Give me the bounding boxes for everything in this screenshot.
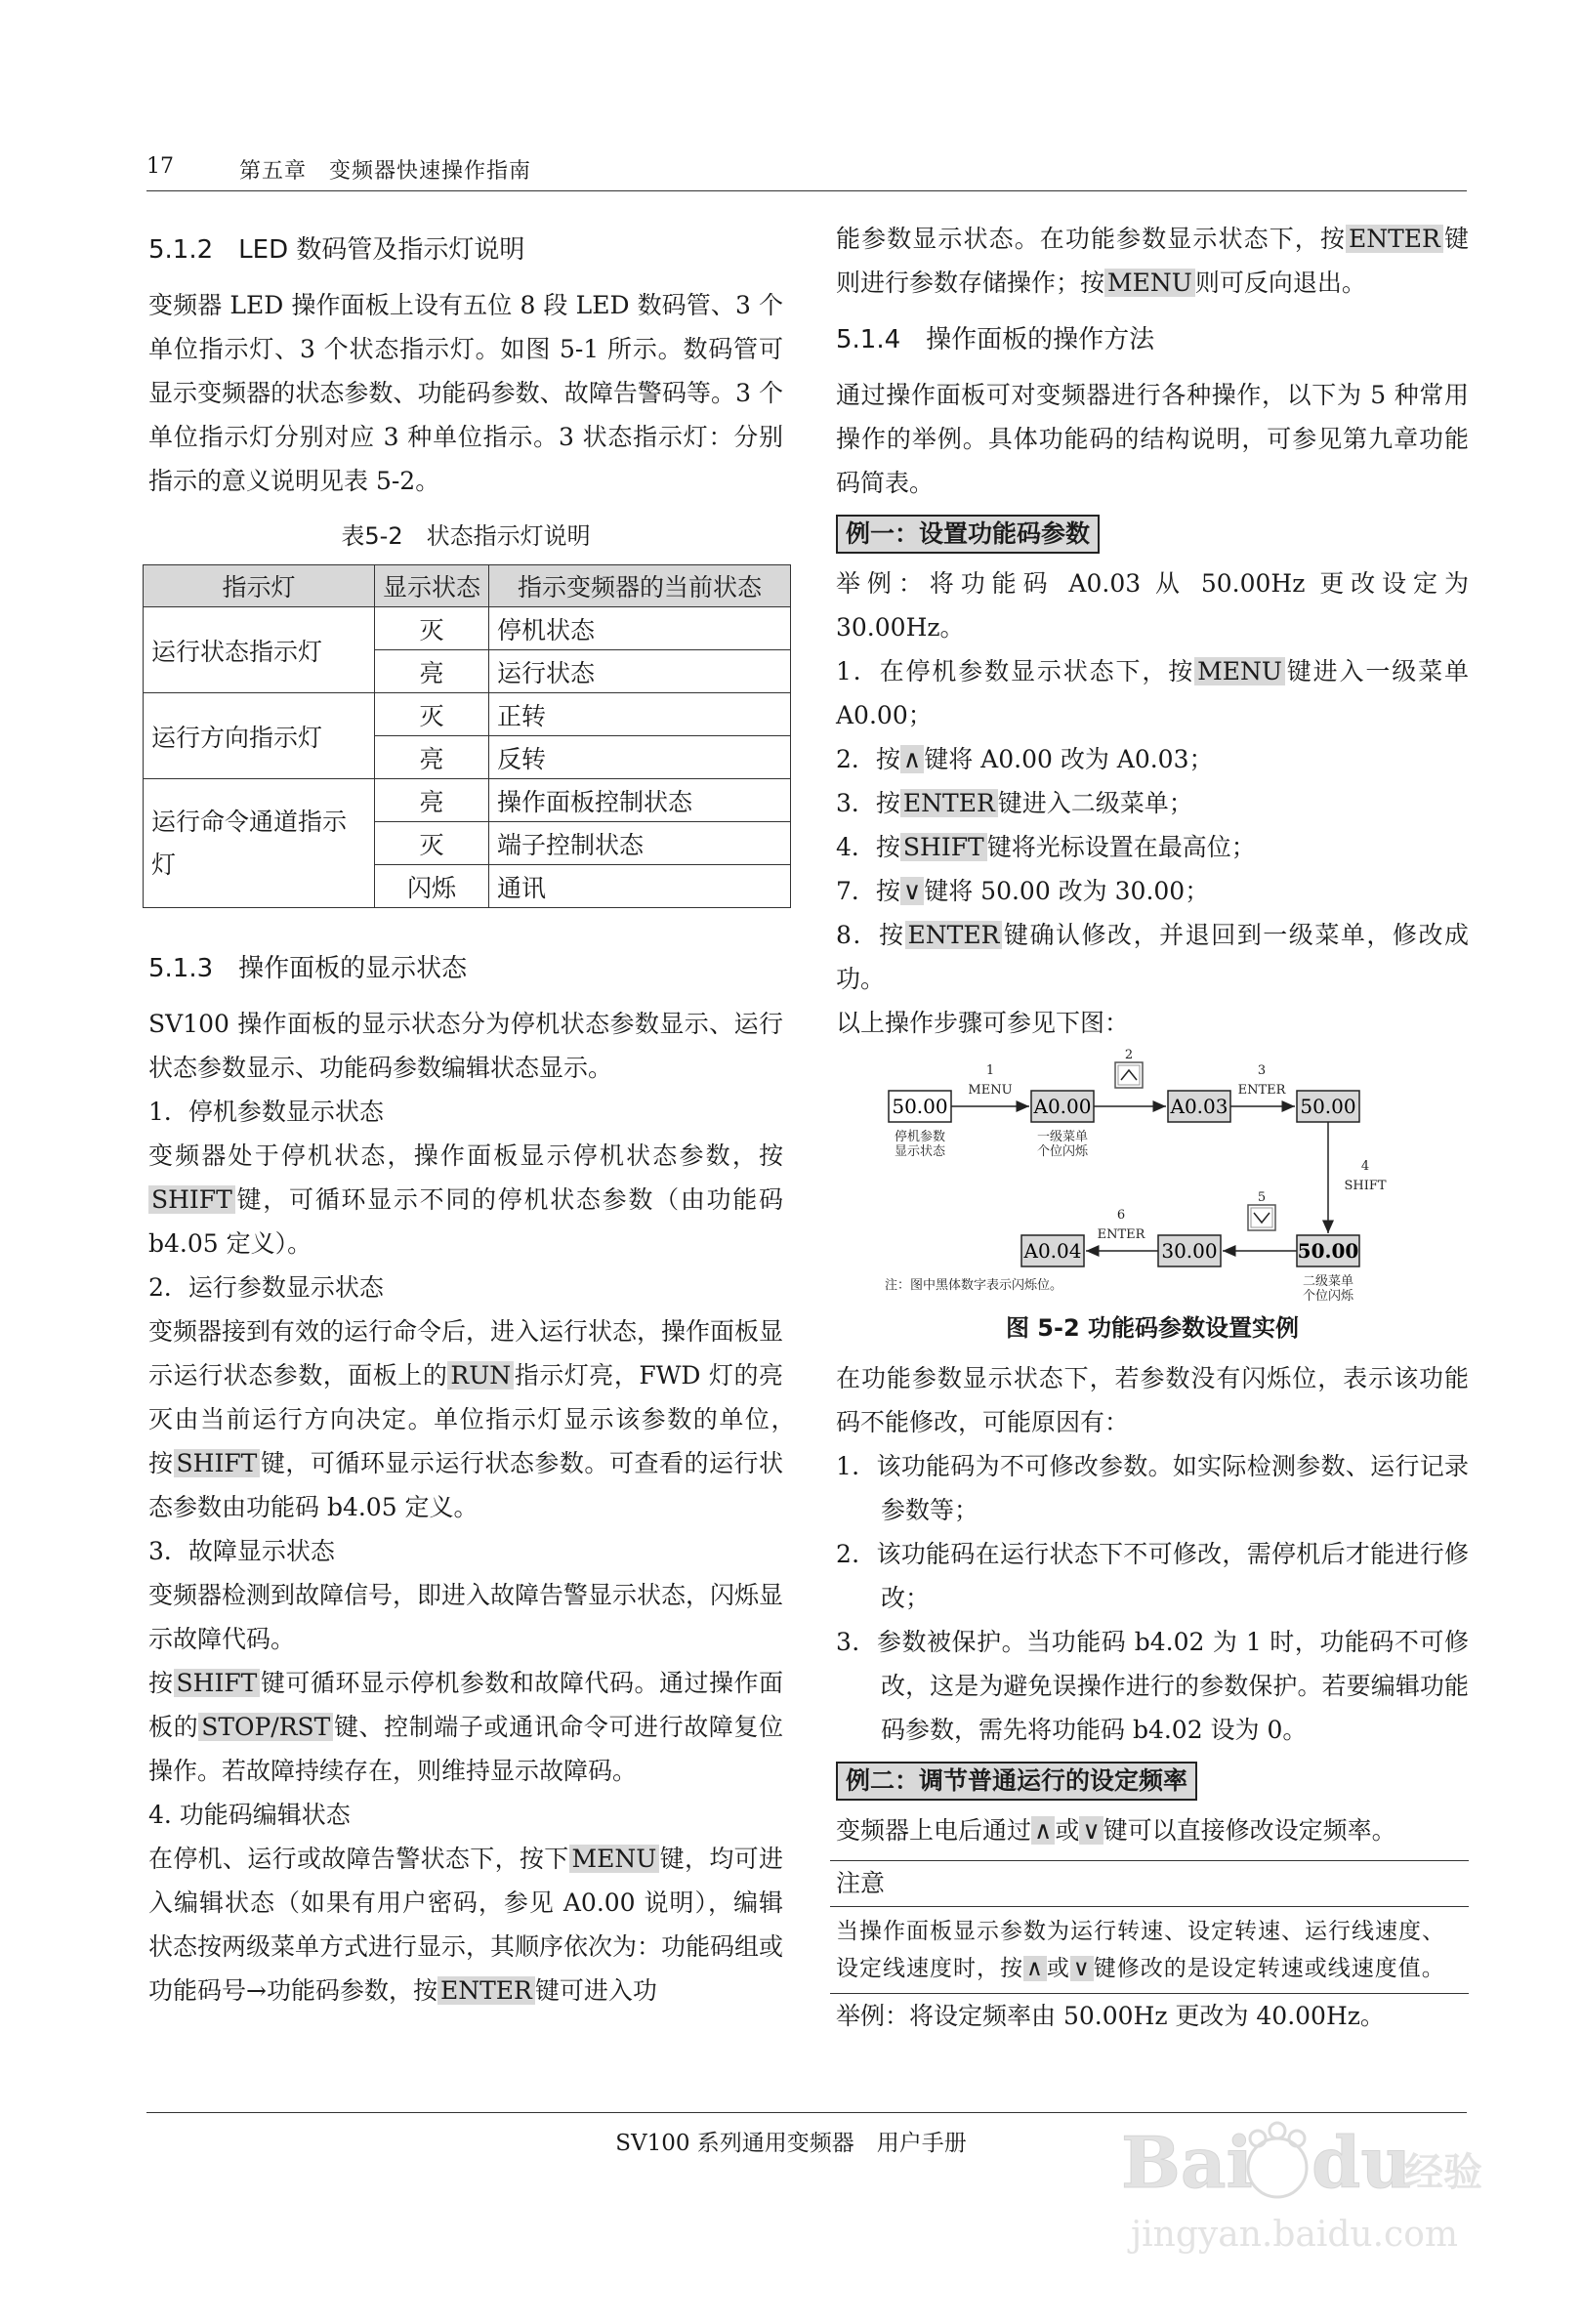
state-label: 停机参数: [894, 1130, 946, 1144]
reason-item: 3．参数被保护。当功能码 b4.02 为 1 时，功能码不可修改，这是为避免误操作进行的参数保护。若要编辑功能码参数，需先将功能码 b4.02 设为 0。: [836, 1628, 1469, 1744]
example-2-title: 例二：调节普通运行的设定频率: [836, 1762, 1197, 1801]
note-title: 注意: [830, 1861, 1469, 1907]
display-box-5000b-text: 50.00: [1297, 1239, 1359, 1263]
table-row: [144, 607, 791, 650]
run-key-label: RUN: [447, 1361, 514, 1390]
table-cell: 正转: [489, 693, 791, 736]
section-5-1-3-intro: SV100 操作面板的显示状态分为停机状态参数显示、运行状态参数显示、功能码参数编辑状态显示。: [148, 1010, 783, 1082]
figure-caption: 图 5-2 功能码参数设置实例: [1005, 1314, 1300, 1342]
subsection-1-para: 变频器处于停机状态，操作面板显示停机状态参数，按SHIFT 键，可循环显示不同的停机状态参数（由功能码 b4.05 定义）。: [148, 1141, 783, 1258]
right-column: [836, 217, 1469, 2038]
parameter-setting-diagram: [846, 1045, 1451, 1308]
down-arrow-icon: [1248, 1205, 1275, 1230]
example-2-text: 变频器上电后通过 ∧ 或 ∨ 键可以直接修改设定频率。: [836, 1816, 1396, 1845]
table-row: [144, 779, 791, 822]
table-cell: 端子控制状态: [489, 822, 791, 865]
note-text: 当操作面板显示参数为运行转速、设定转速、运行线速度、设定线速度时，按 ∧ 或 ∨ 键修改的是设定转速或线速度值。: [836, 1919, 1445, 1981]
display-box-a004-text: A0.04: [1023, 1239, 1082, 1263]
subsection-4-para: 在停机、运行或故障告警状态下，按下 MENU 键，均可进入编辑状态（如果有用户密码，参见 A0.00 说明），编辑状态按两级菜单方式进行显示，其顺序依次为：功能码组或功能码号→功能码参数，按 ENTER 键可进入功: [148, 1845, 784, 2005]
menu-key-label: MENU: [1194, 657, 1285, 685]
state-label: 个位闪烁: [1036, 1144, 1089, 1159]
after-figure-text: 在功能参数显示状态下，若参数没有闪烁位，表示该功能码不能修改，可能原因有：: [836, 1364, 1469, 1436]
footer-text: SV100 系列通用变频器 用户手册: [615, 2131, 967, 2156]
step-8: 8．按 ENTER 键确认修改，并退回到一级菜单，修改成功。: [836, 921, 1469, 993]
svg-text:jingyan.baidu.com: jingyan.baidu.com: [1131, 2215, 1459, 2255]
table-cell: 运行命令通道指示灯: [144, 779, 375, 908]
section-5-1-3-title: 5.1.3 操作面板的显示状态: [148, 954, 468, 983]
svg-text:du: du: [1311, 2121, 1412, 2204]
table-cell: 反转: [489, 736, 791, 779]
table-cell: 灭: [375, 693, 489, 736]
svg-text:经验: 经验: [1404, 2149, 1482, 2195]
step-num: 1: [985, 1063, 995, 1078]
shift-key-label: SHIFT: [148, 1185, 235, 1214]
table-caption: 表5-2 状态指示灯说明: [341, 522, 591, 550]
table-cell: 亮: [375, 650, 489, 693]
up-arrow-icon: [1115, 1062, 1143, 1088]
table-cell: 灭: [375, 822, 489, 865]
enter-key-label: ENTER: [437, 1976, 535, 2005]
header-divider: [146, 190, 1467, 191]
status-indicator-table: [143, 564, 791, 908]
subsection-1-title: 1．停机参数显示状态: [148, 1098, 384, 1126]
section-5-1-2-para: 变频器 LED 操作面板上设有五位 8 段 LED 数码管、3 个单位指示灯、3 个状态指示灯。如图 5-1 所示。数码管可显示变频器的状态参数、功能码参数、故障告警码等。3 个单位指示灯分别对应 3 种单位指示。3 状态指示灯：分别指示的意义说明见表 5-2。: [148, 291, 783, 495]
section-5-1-4-title: 5.1.4 操作面板的操作方法: [836, 325, 1155, 354]
step-3: 3．按 ENTER 键进入二级菜单；: [836, 789, 1193, 817]
display-box-a003-text: A0.03: [1170, 1095, 1228, 1118]
enter-key-label: ENTER: [905, 921, 1003, 949]
diagram-note: 注：图中黑体数字表示闪烁位。: [885, 1278, 1063, 1293]
step-num: 3: [1257, 1063, 1267, 1078]
table-cell: 灭: [375, 607, 489, 650]
reason-item: 2．该功能码在运行状态下不可修改，需停机后才能进行修改；: [836, 1540, 1469, 1612]
shift-key-label: SHIFT: [174, 1669, 261, 1697]
up-key-label: ∧: [1023, 1956, 1047, 1981]
state-label: 显示状态: [894, 1144, 946, 1159]
menu-key-label: MENU: [569, 1845, 660, 1873]
subsection-3-para-1: 变频器检测到故障信号，即进入故障告警显示状态，闪烁显示故障代码。: [148, 1581, 784, 1653]
subsection-2-para: 变频器接到有效的运行命令后，进入运行状态，操作面板显示运行状态参数，面板上的 RUN 指示灯亮，FWD 灯的亮灭由当前运行方向决定。单位指示灯显示该参数的单位， 按 SHIFT 键，可循环显示运行状态参数。可查看的运行状态参数由功能码 b4.05 定义。: [148, 1317, 809, 1521]
table-header: 指示灯: [144, 565, 375, 607]
shift-key-label: SHIFT: [900, 833, 987, 861]
up-key-label: ∧: [900, 745, 924, 773]
chapter-title: 第五章 变频器快速操作指南: [239, 159, 532, 184]
table-row: [144, 693, 791, 736]
step-num: 6: [1116, 1208, 1126, 1223]
stop-rst-key-label: STOP/RST: [198, 1713, 333, 1741]
subsection-4-title: 4. 功能码编辑状态: [148, 1801, 351, 1829]
up-key-label: ∧: [1031, 1816, 1055, 1845]
table-cell: 亮: [375, 779, 489, 822]
menu-key-label: MENU: [1104, 269, 1195, 297]
table-header: 指示变频器的当前状态: [489, 565, 791, 607]
example-1-text: 举例：将功能码 A0.03 从 50.00Hz 更改设定为 30.00Hz。: [836, 569, 1469, 642]
down-key-label: ∨: [1079, 1816, 1103, 1845]
enter-key-label: ENTER: [1346, 225, 1443, 253]
step-label: SHIFT: [1344, 1179, 1387, 1193]
enter-key-label: ENTER: [900, 789, 998, 817]
baidu-watermark-logo: [1111, 2099, 1482, 2275]
display-box-3000-text: 30.00: [1161, 1239, 1218, 1263]
subsection-3-para-2: 按 SHIFT 键可循环显示停机参数和故障代码。通过操作面板的 STOP/RST 键、控制端子或通讯命令可进行故障复位操作。若故障持续存在，则维持显示故障码。: [148, 1669, 783, 1785]
subsection-4-continued: 能参数显示状态。在功能参数显示状态下，按 ENTER 键则进行参数存储操作；按 MENU 则可反向退出。: [836, 225, 1469, 297]
step-num: 2: [1124, 1048, 1134, 1062]
state-label: 一级菜单: [1036, 1130, 1089, 1144]
table-cell: 停机状态: [489, 607, 791, 650]
table-cell: 亮: [375, 736, 489, 779]
section-5-1-4-intro: 通过操作面板可对变频器进行各种操作，以下为 5 种常用操作的举例。具体功能码的结构说明，可参见第九章功能码简表。: [836, 381, 1469, 497]
table-cell: 运行方向指示灯: [144, 693, 375, 779]
table-cell: 运行状态: [489, 650, 791, 693]
step-1: 1．在停机参数显示状态下，按 MENU 键进入一级菜单 A0.00；: [836, 657, 1469, 729]
step-4: 4．按 SHIFT 键将光标设置在最高位；: [836, 833, 1256, 861]
example-1-title: 例一：设置功能码参数: [836, 515, 1100, 554]
subsection-2-title: 2．运行参数显示状态: [148, 1273, 384, 1302]
subsection-3-title: 3．故障显示状态: [148, 1537, 335, 1565]
table-header-row: [144, 565, 791, 607]
down-key-label: ∨: [900, 877, 924, 905]
step-num: 5: [1257, 1190, 1267, 1205]
table-cell: 闪烁: [375, 865, 489, 908]
step-label: ENTER: [1097, 1227, 1145, 1242]
note-box: [830, 1860, 1469, 1994]
display-box-a000-text: A0.00: [1033, 1095, 1092, 1118]
step-num: 4: [1360, 1159, 1370, 1174]
reason-item: 1．该功能码为不可修改参数。如实际检测参数、运行记录参数等；: [836, 1452, 1469, 1524]
table-cell: 通讯: [489, 865, 791, 908]
step-label: MENU: [968, 1083, 1013, 1098]
table-cell: 运行状态指示灯: [144, 607, 375, 693]
left-column: [148, 217, 809, 2013]
table-header: 显示状态: [375, 565, 489, 607]
shift-key-label: SHIFT: [174, 1449, 261, 1477]
section-5-1-2-title: 5.1.2 LED 数码管及指示灯说明: [148, 235, 525, 265]
table-cell: 操作面板控制状态: [489, 779, 791, 822]
state-label: 个位闪烁: [1302, 1289, 1354, 1304]
see-figure-text: 以上操作步骤可参见下图：: [836, 1009, 1130, 1037]
step-2: 2．按 ∧ 键将 A0.00 改为 A0.03；: [836, 745, 1214, 773]
page-number: 17: [146, 154, 174, 179]
display-box-5000-text: 50.00: [1300, 1095, 1356, 1118]
state-label: 二级菜单: [1302, 1274, 1354, 1289]
step-7: 7．按 ∨ 键将 50.00 改为 30.00；: [836, 877, 1210, 905]
step-label: ENTER: [1237, 1083, 1286, 1098]
svg-text:Bai: Bai: [1121, 2121, 1253, 2204]
final-example-text: 举例：将设定频率由 50.00Hz 更改为 40.00Hz。: [836, 2002, 1385, 2030]
display-box-start-text: 50.00: [892, 1095, 948, 1118]
down-key-label: ∨: [1070, 1956, 1094, 1981]
